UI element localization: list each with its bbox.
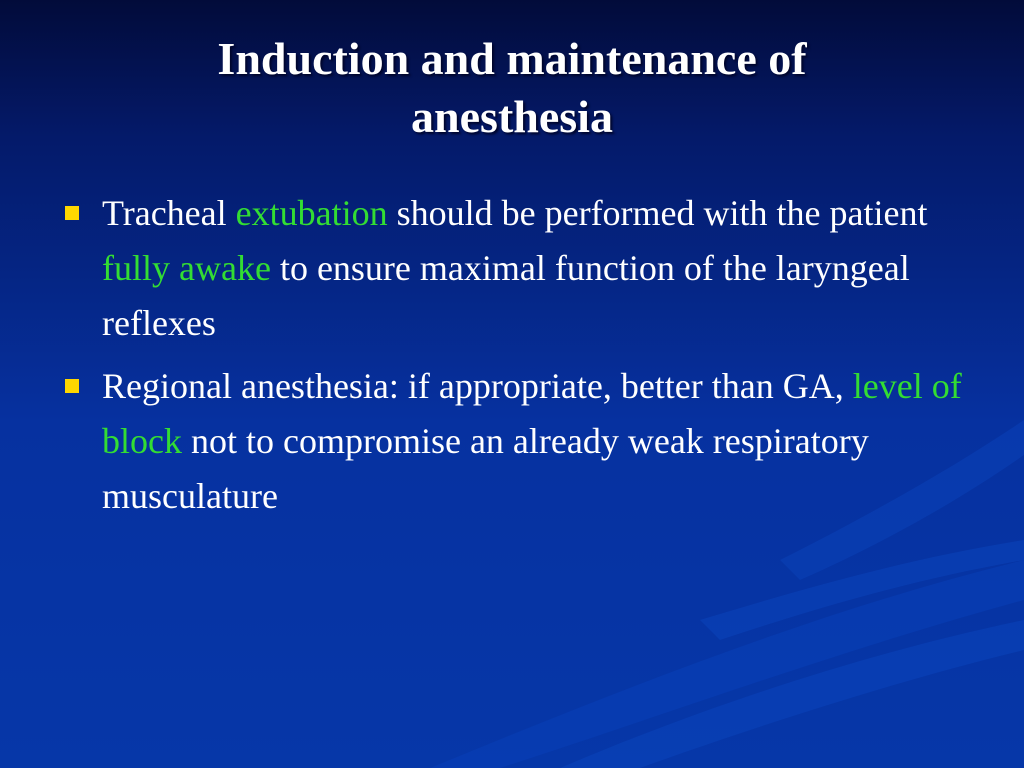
bullet-text: not to compromise an already weak respiratory musculature bbox=[102, 421, 869, 516]
slide-title bbox=[40, 30, 984, 146]
bullet-text: Tracheal bbox=[102, 193, 236, 233]
bullet-text: should be performed with the patient bbox=[387, 193, 928, 233]
bullet-list bbox=[62, 186, 962, 532]
title-line-2: anesthesia bbox=[411, 91, 613, 142]
yellow-square-bullet-icon bbox=[65, 379, 79, 393]
bullet-text: to ensure maximal function of the laryngeal reflexes bbox=[102, 248, 910, 343]
highlight-fully-awake: fully awake bbox=[102, 248, 271, 288]
highlight-level-of-block: level of block bbox=[102, 366, 962, 461]
title-line-1: Induction and maintenance of bbox=[217, 33, 807, 84]
yellow-square-bullet-icon bbox=[65, 206, 79, 220]
bullet-text: Regional anesthesia: if appropriate, better than GA, bbox=[102, 366, 853, 406]
bullet-item-regional-anesthesia bbox=[62, 359, 962, 524]
bullet-item-extubation bbox=[62, 186, 962, 351]
highlight-extubation: extubation bbox=[235, 193, 388, 233]
